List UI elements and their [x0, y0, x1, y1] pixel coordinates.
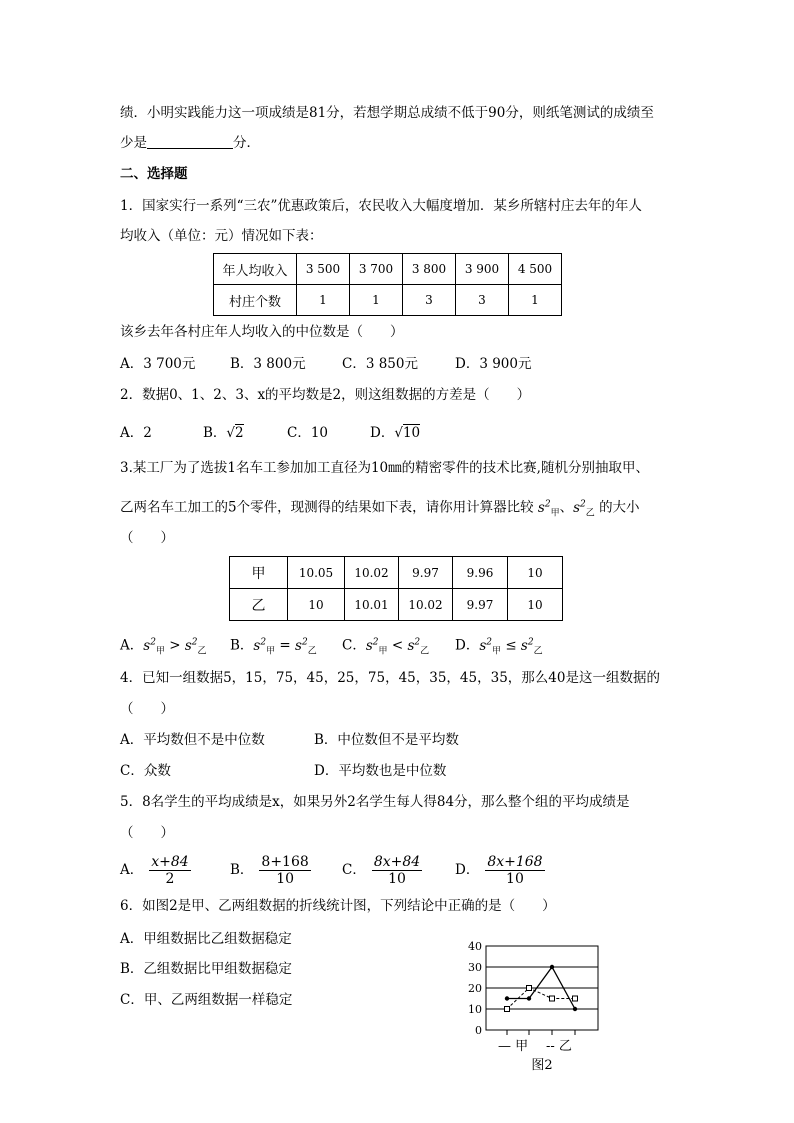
sub-jia: 甲 — [266, 646, 276, 657]
q5-fraction — [259, 854, 310, 887]
q4-line-1: 4．已知一组数据5，15，75，45，25，75，45，35，45，35，那么40是这一组数据的 — [120, 670, 660, 686]
s-yi-squared — [407, 637, 430, 657]
q1-table-cell: 4 500 — [509, 254, 562, 285]
series-yi-point — [527, 986, 532, 991]
q5-numerator: 8x+168 — [487, 853, 543, 870]
sym-s: s — [407, 637, 415, 654]
q4-option-a: A．平均数但不是中位数 — [120, 732, 265, 748]
q4-option-d: D．平均数也是中位数 — [314, 763, 447, 779]
q6-option-b: B．乙组数据比甲组数据稳定 — [120, 961, 292, 977]
q3-line-2-pre: 乙两名车工加工的5个零件，现测得的结果如下表，请你用计算器比较 — [120, 499, 534, 516]
q1-table-cell: 3 — [456, 285, 509, 316]
sup-2: 2 — [527, 637, 534, 647]
q1-table-cell: 3 800 — [403, 254, 456, 285]
s-jia-squared — [365, 637, 388, 657]
q5-denominator: 10 — [506, 870, 524, 887]
series-jia-point — [505, 996, 509, 1000]
y-tick-label: 20 — [468, 982, 482, 995]
q3-table-cell: 10 — [288, 589, 345, 621]
series-jia-point — [573, 1007, 577, 1011]
s-yi-squared — [184, 637, 207, 657]
q3-line-3: （ ） — [120, 530, 174, 546]
q3-table — [229, 556, 563, 621]
q1-table-cell: 1 — [350, 285, 403, 316]
legend-jia: — 甲 — [498, 1039, 529, 1054]
q3-table-cell: 9.97 — [399, 557, 453, 589]
sub-jia: 甲 — [378, 646, 388, 657]
sqrt-symbol: √ — [394, 425, 403, 441]
figure-caption: 图2 — [531, 1058, 553, 1073]
op-symbol: = — [279, 637, 291, 654]
q3-line-1: 3.某工厂为了选拔1名车工参加加工直径为10㎜的精密零件的技术比赛,随机分别抽取甲、 — [120, 460, 649, 476]
q5-fraction — [149, 854, 190, 887]
line-chart-figure-2 — [448, 936, 628, 1076]
q2-option-d — [370, 423, 420, 443]
sup-2: 2 — [301, 637, 308, 647]
q1-table-cell: 3 500 — [297, 254, 350, 285]
q3-option-label: C． — [342, 637, 366, 654]
series-jia-point — [527, 996, 531, 1000]
q3-option-label: A． — [120, 637, 144, 654]
legend-yi: -- 乙 — [546, 1039, 572, 1054]
intro-line-2-pre: 少是 — [120, 135, 147, 151]
sup-2: 2 — [372, 637, 379, 647]
q3-table-cell: 10 — [508, 589, 563, 621]
sym-s: s — [295, 637, 302, 654]
q3-table-cell: 9.96 — [453, 557, 508, 589]
q3-table-cell: 10.05 — [288, 557, 345, 589]
q5-line-1: 5．8名学生的平均成绩是x，如果另外2名学生每人得84分，那么整个组的平均成绩是 — [120, 794, 630, 810]
q5-line-2: （ ） — [120, 825, 174, 841]
y-tick-label: 30 — [468, 961, 482, 974]
q3-option-label: B． — [230, 637, 254, 654]
q3-line-2: 乙两名车工加工的5个零件，现测得的结果如下表，请你用计算器比较 $s^2_甲$、$s^2_乙$ 的大小 — [120, 499, 640, 519]
sym-s: s — [520, 637, 528, 654]
sup-2: 2 — [414, 637, 421, 647]
q3-table-cell: 9.97 — [453, 589, 508, 621]
op-symbol: > — [169, 637, 181, 654]
sub-yi: 乙 — [585, 508, 595, 519]
sub-yi: 乙 — [533, 646, 543, 657]
q5-option-label: D． — [455, 862, 480, 878]
q3-option-b — [230, 632, 317, 661]
q3-table-cell: 10.02 — [345, 557, 399, 589]
intro-line-1: 绩．小明实践能力这一项成绩是81分，若想学期总成绩不低于90分，则纸笔测试的成绩至 — [120, 105, 654, 121]
q3-table-cell: 10.01 — [345, 589, 399, 621]
q6-option-a: A．甲组数据比乙组数据稳定 — [120, 931, 292, 947]
q5-numerator: x+84 — [151, 853, 189, 870]
q6-line: 6．如图2是甲、乙两组数据的折线统计图，下列结论中正确的是（ ） — [120, 898, 556, 914]
q1-line-1: 1．国家实行一系列“三农”优惠政策后，农民收入大幅度增加．某乡所辖村庄去年的年人 — [120, 198, 642, 214]
s-yi-squared — [295, 637, 317, 657]
q3-option-a — [120, 632, 207, 661]
op-symbol: < — [391, 637, 404, 654]
q1-option-d: D．3 900元 — [455, 356, 532, 372]
q1-table — [213, 253, 562, 316]
series-yi-point — [573, 996, 578, 1001]
answer-blank — [147, 134, 233, 149]
q5-option-c — [342, 850, 422, 890]
q1-table-header-count: 村庄个数 — [214, 285, 297, 316]
q1-table-cell: 3 900 — [456, 254, 509, 285]
q3-option-c — [342, 632, 429, 661]
q3-table-cell: 10 — [508, 557, 563, 589]
q5-denominator: 10 — [276, 870, 295, 887]
q3-option-d — [455, 632, 543, 661]
q1-option-c: C．3 850元 — [342, 356, 418, 372]
series-yi-point — [505, 1007, 510, 1012]
q1-table-cell: 3 — [403, 285, 456, 316]
sub-jia: 甲 — [550, 508, 560, 519]
q2-option-a: A．2 — [120, 425, 152, 441]
sub-yi: 乙 — [307, 646, 317, 657]
q1-question: 该乡去年各村庄年人均收入的中位数是（ ） — [120, 324, 404, 340]
series-jia-point — [550, 965, 554, 969]
s-jia-squared — [253, 637, 276, 657]
q5-denominator: 10 — [388, 870, 406, 887]
q5-numerator: 8+168 — [261, 853, 309, 870]
q5-option-d — [455, 850, 545, 890]
q2-option-b — [203, 423, 244, 443]
sym-s: s — [479, 637, 487, 654]
sym-s: s — [143, 637, 151, 654]
q2-option-d-label: D． — [370, 425, 395, 441]
sup-2: 2 — [486, 637, 492, 647]
q1-table-cell: 1 — [509, 285, 562, 316]
sub-yi: 乙 — [420, 646, 430, 657]
series-yi-point — [550, 996, 555, 1001]
op-symbol: ≤ — [505, 637, 517, 654]
q5-numerator: 8x+84 — [373, 853, 421, 870]
q1-table-cell: 3 700 — [350, 254, 403, 285]
q4-option-b: B．中位数但不是平均数 — [314, 732, 459, 748]
s-yi-squared — [520, 637, 543, 657]
sym-s: s — [184, 637, 192, 654]
q1-table-header-income: 年人均收入 — [214, 254, 297, 285]
sym-s: s — [573, 499, 581, 516]
q5-fraction — [372, 854, 422, 887]
q5-fraction — [485, 854, 544, 887]
sym-s: s — [365, 637, 373, 654]
q5-option-label: A． — [120, 862, 144, 878]
intro-line-2-post: 分． — [233, 135, 260, 151]
q2-option-c: C．10 — [287, 425, 329, 441]
q5-denominator: 2 — [165, 870, 175, 887]
q3-option-label: D． — [455, 637, 480, 654]
q2-option-b-label: B． — [203, 425, 227, 441]
q3-line-2-post: 的大小 — [599, 499, 640, 516]
q1-option-b: B．3 800元 — [230, 356, 306, 372]
q5-option-label: C． — [342, 862, 366, 878]
q2-line: 2．数据0、1、2、3、x的平均数是2，则这组数据的方差是（ ） — [120, 387, 531, 403]
q5-option-b — [230, 850, 311, 890]
q3-table-cell: 10.02 — [399, 589, 453, 621]
q1-option-a: A．3 700元 — [120, 356, 196, 372]
s-jia-squared — [143, 637, 165, 657]
sqrt-symbol: √ — [226, 425, 236, 441]
q2-sqrt-b-value: 2 — [235, 425, 244, 441]
sup-2: 2 — [544, 499, 551, 509]
q3-table-header-jia: 甲 — [230, 557, 288, 589]
sup-2: 2 — [191, 637, 198, 647]
s-jia-squared — [479, 637, 502, 657]
sup-2: 2 — [260, 637, 267, 647]
q3-table-header-yi: 乙 — [230, 589, 288, 621]
q6-option-c: C．甲、乙两组数据一样稳定 — [120, 992, 293, 1008]
q1-line-2: 均收入（单位：元）情况如下表： — [120, 228, 323, 244]
sup-2: 2 — [150, 637, 156, 647]
q4-line-2: （ ） — [120, 701, 174, 717]
sub-jia: 甲 — [155, 646, 165, 657]
section-title: 二、选择题 — [120, 166, 188, 182]
sym-s: s — [537, 499, 545, 516]
sup-2: 2 — [580, 499, 586, 509]
s-yi-squared — [573, 499, 595, 519]
q5-option-label: B． — [230, 862, 254, 878]
sub-yi: 乙 — [197, 646, 207, 657]
y-tick-label: 40 — [468, 940, 482, 953]
intro-line-2 — [120, 133, 260, 153]
q4-option-c: C．众数 — [120, 763, 171, 779]
sym-s: s — [253, 637, 261, 654]
q5-option-a — [120, 850, 191, 890]
s-jia-squared — [537, 499, 560, 519]
q2-sqrt-d-value: 10 — [402, 425, 421, 441]
sub-jia: 甲 — [492, 646, 502, 657]
y-tick-label: 10 — [468, 1003, 482, 1016]
y-tick-label: 0 — [475, 1024, 482, 1037]
q1-table-cell: 1 — [297, 285, 350, 316]
